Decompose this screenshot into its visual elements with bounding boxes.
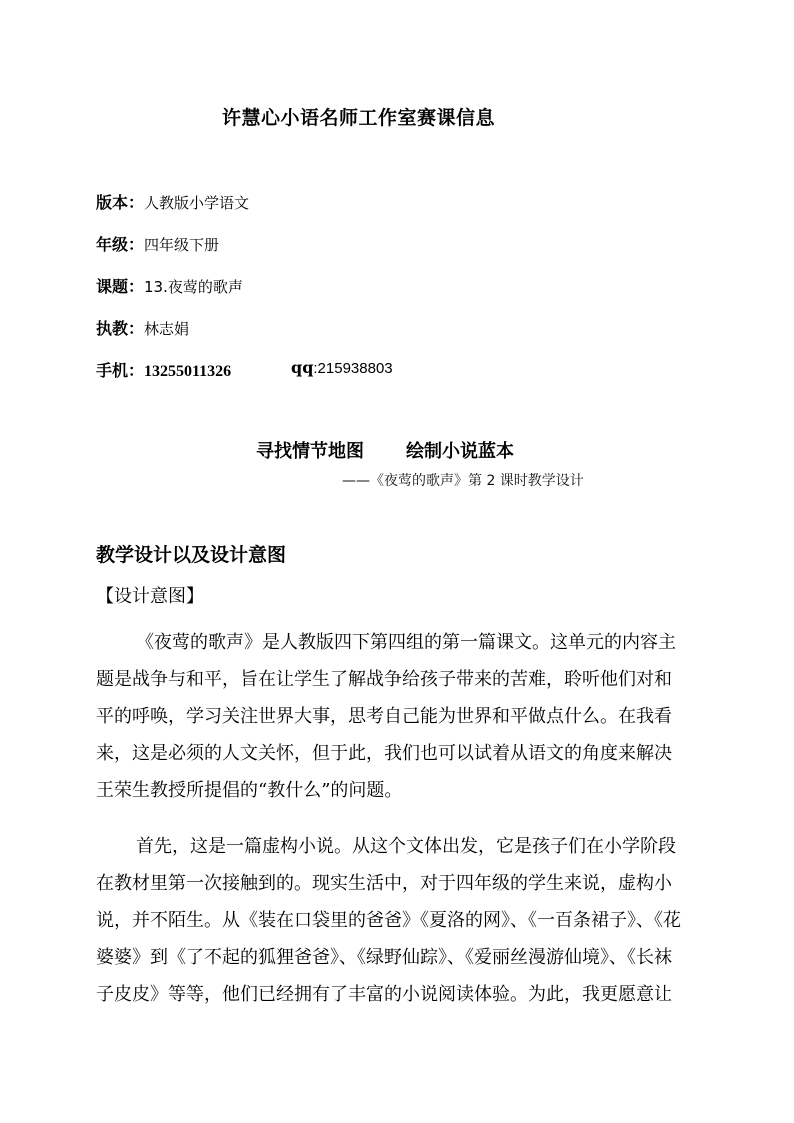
paragraph-line: 题是战争与和平，旨在让学生了解战争给孩子带来的苦难，聆听他们对和 <box>96 669 672 690</box>
lesson-title-part1: 寻找情节地图 <box>256 441 364 462</box>
mobile-value: 13255011326 <box>144 363 232 380</box>
paragraph-2 <box>96 828 716 1013</box>
paragraph-line: 在教材里第一次接触到的。现实生活中，对于四年级的学生来说，虚构小 <box>96 873 672 894</box>
topic-row <box>96 274 243 297</box>
qq-label: qq <box>291 358 314 377</box>
paragraph-1 <box>96 624 716 809</box>
qq-row <box>291 358 393 377</box>
qq-value: :215938803 <box>313 360 393 377</box>
edition-value: 人教版小学语文 <box>144 194 250 212</box>
grade-label: 年级： <box>96 235 145 254</box>
topic-label: 课题： <box>96 277 145 296</box>
paragraph-line: 来，这是必须的人文关怀，但于此，我们也可以试着从语文的角度来解决 <box>96 743 672 764</box>
edition-label: 版本： <box>96 193 145 212</box>
paragraph-line: 《夜莺的歌声》是人教版四下第四组的第一篇课文。这单元的内容主 <box>136 632 676 653</box>
teacher-value: 林志娟 <box>144 320 190 338</box>
teacher-row <box>96 316 189 339</box>
mobile-row <box>96 358 231 381</box>
edition-row <box>96 190 249 213</box>
teacher-label: 执教： <box>96 319 145 338</box>
paragraph-line: 婆婆》到《了不起的狐狸爸爸》、《绿野仙踪》、《爱丽丝漫游仙境》、《长袜 <box>96 947 672 968</box>
topic-value: 13.夜莺的歌声 <box>144 278 243 296</box>
document-title: 许慧心小语名师工作室赛课信息 <box>222 107 496 129</box>
grade-value: 四年级下册 <box>144 236 220 254</box>
paragraph-line: 说，并不陌生。从《装在口袋里的爸爸》《夏洛的网》、《一百条裙子》、《花 <box>96 910 681 931</box>
paragraph-line: 平的呼唤，学习关注世界大事，思考自己能为世界和平做点什么。在我看 <box>96 706 672 727</box>
paragraph-line: 首先，这是一篇虚构小说。从这个文体出发，它是孩子们在小学阶段 <box>136 836 676 857</box>
paragraph-line: 子皮皮》等等，他们已经拥有了丰富的小说阅读体验。为此，我更愿意让 <box>96 984 672 1005</box>
section-heading: 教学设计以及设计意图 <box>96 544 287 566</box>
grade-row <box>96 232 219 255</box>
lesson-title-part2: 绘制小说蓝本 <box>406 441 514 462</box>
mobile-label: 手机： <box>96 361 145 380</box>
paragraph-line: 王荣生教授所提倡的“教什么”的问题。 <box>96 780 403 801</box>
lesson-title <box>256 437 514 463</box>
design-intent-heading: 【设计意图】 <box>96 586 204 607</box>
lesson-subtitle: ——《夜莺的歌声》第 2 课时教学设计 <box>342 473 584 489</box>
